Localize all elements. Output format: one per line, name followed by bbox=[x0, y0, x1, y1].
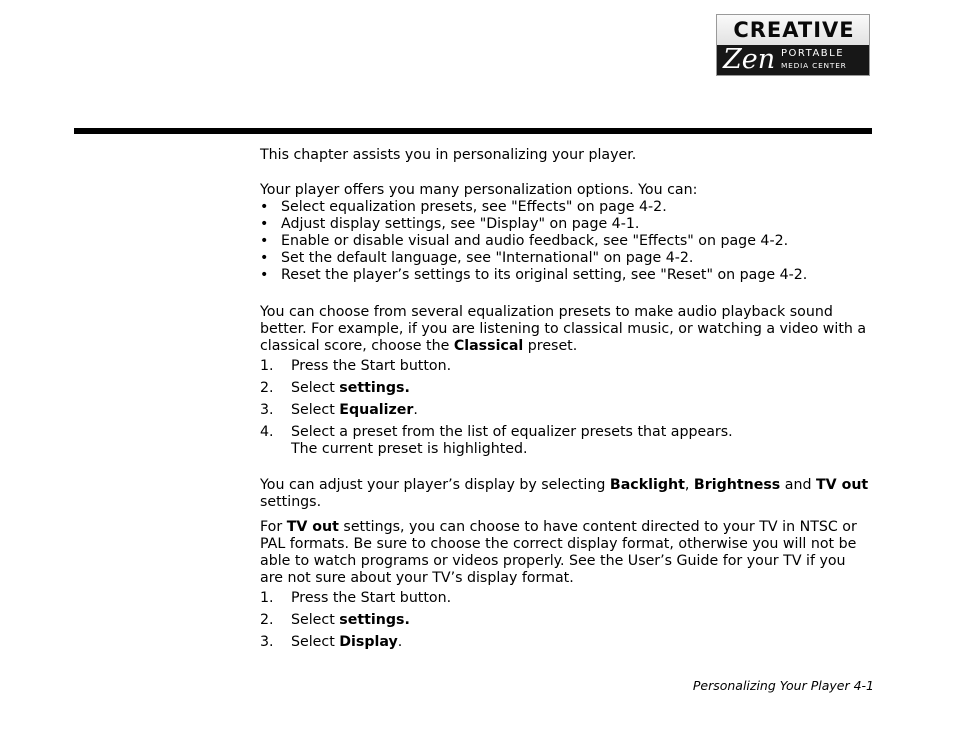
list-item bbox=[260, 250, 872, 267]
step-item bbox=[260, 424, 872, 458]
step-number: 1. bbox=[260, 358, 274, 374]
step-number: 2. bbox=[260, 380, 274, 396]
equalizer-paragraph bbox=[260, 304, 872, 355]
list-item-text: Adjust display settings, see "Display" on page 4-1. bbox=[281, 216, 640, 232]
display-text-a: You can adjust your player’s display by selecting bbox=[260, 477, 610, 493]
bullet-icon: • bbox=[260, 233, 269, 249]
step-text-post: . bbox=[397, 634, 403, 650]
list-item-text: Enable or disable visual and audio feedback, see "Effects" on page 4-2. bbox=[281, 233, 789, 249]
display-text-tvout: TV out bbox=[815, 477, 869, 493]
step-number: 2. bbox=[260, 612, 274, 628]
step-item bbox=[260, 634, 872, 651]
intro-paragraph: This chapter assists you in personalizing your player. bbox=[260, 147, 637, 163]
step-subtext: The current preset is highlighted. bbox=[291, 441, 528, 457]
step-number: 3. bbox=[260, 402, 274, 418]
options-lead: Your player offers you many personalization options. You can: bbox=[260, 182, 698, 198]
bullet-icon: • bbox=[260, 199, 269, 215]
options-list bbox=[260, 199, 872, 284]
logo-product-band bbox=[717, 45, 869, 75]
list-item bbox=[260, 199, 872, 216]
display-text-d: and bbox=[780, 477, 816, 493]
list-item-text: Reset the player’s settings to its original setting, see "Reset" on page 4-2. bbox=[281, 267, 808, 283]
step-text-bold: Display bbox=[339, 634, 398, 650]
step-text-post: . bbox=[413, 402, 418, 418]
logo-brand: CREATIVE bbox=[733, 18, 855, 42]
list-item bbox=[260, 233, 872, 250]
step-number: 1. bbox=[260, 590, 274, 606]
display-text-backlight: Backlight bbox=[609, 477, 685, 493]
logo-product: Zen bbox=[723, 44, 776, 75]
step-text-bold: Equalizer bbox=[339, 402, 414, 418]
step-number: 4. bbox=[260, 424, 274, 440]
step-text: Press the Start button. bbox=[291, 358, 452, 374]
bullet-icon: • bbox=[260, 216, 269, 232]
display-steps bbox=[260, 590, 872, 651]
step-text: Select a preset from the list of equalizer presets that appears. bbox=[291, 424, 733, 440]
list-item-text: Select equalization presets, see "Effects" on page 4-2. bbox=[281, 199, 667, 215]
step-text: Press the Start button. bbox=[291, 590, 452, 606]
display-paragraph-1 bbox=[260, 477, 872, 511]
page-footer: Personalizing Your Player 4-1 bbox=[692, 678, 874, 693]
step-text: Select bbox=[291, 402, 340, 418]
equalizer-text-b: preset. bbox=[523, 338, 578, 354]
creative-zen-logo bbox=[716, 14, 870, 76]
display-text-brightness: Brightness bbox=[693, 477, 781, 493]
equalizer-steps bbox=[260, 358, 872, 458]
step-text: Select bbox=[291, 634, 340, 650]
step-text: Select bbox=[291, 380, 340, 396]
equalizer-text-bold: Classical bbox=[453, 338, 524, 354]
tvout-text-a: For bbox=[260, 519, 287, 535]
tvout-text-bold: TV out bbox=[286, 519, 339, 535]
display-text-e: settings. bbox=[260, 494, 322, 510]
step-text-bold: settings. bbox=[339, 380, 410, 396]
bullet-icon: • bbox=[260, 267, 269, 283]
page-content bbox=[260, 147, 872, 651]
equalizer-text-a: You can choose from several equalization presets to make audio playback sound better. For example, if you are listening to classical music, or watching a video with a classical score, choose the bbox=[260, 304, 867, 354]
display-paragraph-2 bbox=[260, 519, 872, 587]
list-item-text: Set the default language, see "International" on page 4-2. bbox=[281, 250, 694, 266]
step-item bbox=[260, 358, 872, 375]
step-text: Select bbox=[291, 612, 340, 628]
step-text-bold: settings. bbox=[339, 612, 410, 628]
header-rule bbox=[74, 128, 872, 134]
step-item bbox=[260, 612, 872, 629]
display-text-c: , bbox=[684, 477, 694, 493]
step-item bbox=[260, 402, 872, 419]
step-number: 3. bbox=[260, 634, 274, 650]
step-item bbox=[260, 590, 872, 607]
logo-subtitle-line1: PORTABLE bbox=[781, 48, 845, 59]
logo-subtitle bbox=[781, 49, 847, 71]
logo-subtitle-line2: MEDIA CENTER bbox=[781, 61, 847, 70]
list-item bbox=[260, 216, 872, 233]
list-item bbox=[260, 267, 872, 284]
bullet-icon: • bbox=[260, 250, 269, 266]
step-item bbox=[260, 380, 872, 397]
tvout-text-c: settings, you can choose to have content directed to your TV in NTSC or PAL formats. Be sure to choose the correct display format, otherwise you will not be able to watch programs or videos properly. See the User’s Guide for your TV if you are not sure about your TV’s display format. bbox=[260, 519, 857, 586]
